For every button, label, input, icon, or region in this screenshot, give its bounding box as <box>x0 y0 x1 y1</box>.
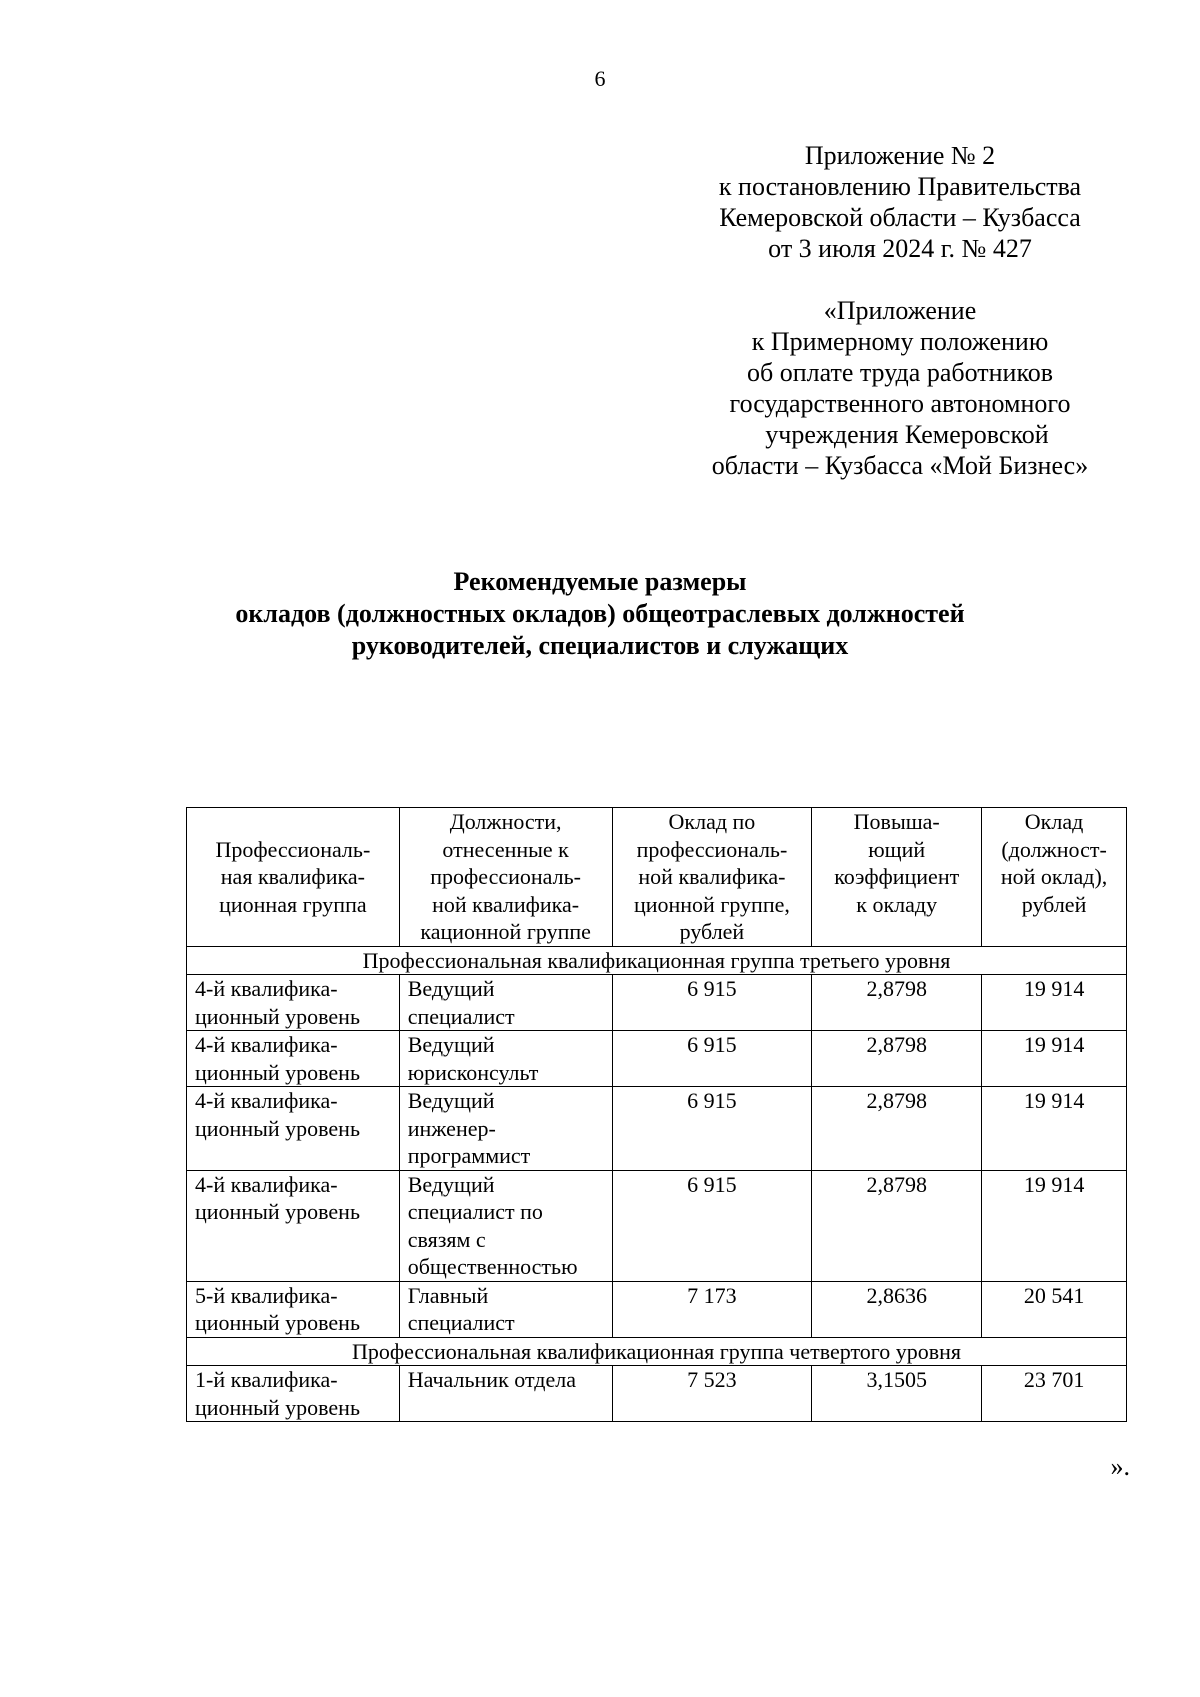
header-coefficient <box>812 808 982 947</box>
cell-line: ционный уровень <box>195 1003 360 1029</box>
cell-line: 4-й квалифика- <box>195 1032 338 1057</box>
section-row <box>187 946 1127 975</box>
title-line: Рекомендуемые размеры <box>453 567 747 596</box>
cell-coefficient: 2,8798 <box>812 1031 982 1087</box>
header-line: ющий <box>868 836 926 862</box>
cell-position <box>399 1087 612 1171</box>
cell-line: ционный уровень <box>195 1059 360 1085</box>
cell-line: 5-й квалифика- <box>195 1282 338 1308</box>
title-line: руководителей, специалистов и служащих <box>351 631 849 660</box>
cell-base: 6 915 <box>612 975 812 1031</box>
appendix-line: от 3 июля 2024 г. № 427 <box>768 234 1032 263</box>
header-line: кационной группе <box>420 919 591 944</box>
cell-line: 4-й квалифика- <box>195 976 338 1001</box>
appendix-line: к постановлению Правительства <box>718 172 1082 201</box>
cell-level <box>187 1281 400 1337</box>
header-line: ная квалифика- <box>220 864 365 889</box>
title-line: окладов (должностных окладов) общеотраслевых должностей <box>235 599 965 628</box>
regulation-appendix-line: «Приложение <box>823 296 977 325</box>
cell-line: Начальник отдела <box>407 1367 576 1392</box>
cell-salary: 23 701 <box>982 1366 1127 1422</box>
table-row <box>187 1170 1127 1281</box>
page-number: 6 <box>594 66 606 91</box>
table-header-row <box>187 808 1127 947</box>
appendix-line: Приложение № 2 <box>804 141 996 170</box>
cell-position <box>399 1031 612 1087</box>
header-base-salary <box>612 808 812 947</box>
cell-line: 4-й квалифика- <box>195 1088 338 1113</box>
cell-line: ционный уровень <box>195 1310 360 1335</box>
cell-line: ционный уровень <box>195 1115 360 1141</box>
header-line: ной оклад), <box>1000 864 1108 889</box>
header-line: рублей <box>679 919 745 944</box>
spacer <box>620 264 1180 295</box>
header-line: (должност- <box>1001 836 1107 862</box>
header-line: ной квалифика- <box>638 864 786 889</box>
cell-base: 7 173 <box>612 1281 812 1337</box>
cell-line: специалист по <box>407 1199 543 1224</box>
header-line: Должности, <box>449 809 562 834</box>
header-line: рублей <box>1021 891 1087 917</box>
header-line: Повыша- <box>853 809 940 834</box>
cell-salary: 19 914 <box>982 1170 1127 1281</box>
regulation-appendix-line: области – Кузбасса «Мой Бизнес» <box>711 451 1089 480</box>
header-line: Оклад <box>1024 809 1084 834</box>
cell-coefficient: 3,1505 <box>812 1366 982 1422</box>
table-row <box>187 1087 1127 1171</box>
cell-line: Ведущий <box>407 1032 495 1057</box>
cell-base: 6 915 <box>612 1170 812 1281</box>
header-line: ционной группе, <box>633 891 790 917</box>
header-line: ной квалифика- <box>432 891 580 917</box>
section-title: Профессиональная квалификационная группа третьего уровня <box>187 946 1127 975</box>
table-row <box>187 1366 1127 1422</box>
cell-level <box>187 1087 400 1171</box>
cell-salary: 19 914 <box>982 1087 1127 1171</box>
cell-line: инженер- <box>407 1115 496 1141</box>
cell-line: Главный <box>407 1282 489 1308</box>
section-title: Профессиональная квалификационная группа четвертого уровня <box>187 1337 1127 1366</box>
section-row <box>187 1337 1127 1366</box>
header-line: Оклад по <box>668 809 756 834</box>
cell-level <box>187 975 400 1031</box>
cell-position <box>399 975 612 1031</box>
regulation-appendix-line: учреждения Кемеровской <box>765 420 1049 449</box>
cell-level <box>187 1170 400 1281</box>
cell-line: 1-й квалифика- <box>195 1367 338 1392</box>
regulation-appendix-line: к Примерному положению <box>751 327 1049 356</box>
table-row <box>187 1281 1127 1337</box>
cell-coefficient: 2,8798 <box>812 1170 982 1281</box>
table-row <box>187 1031 1127 1087</box>
salary-table <box>186 807 1127 1422</box>
appendix-line: Кемеровской области – Кузбасса <box>719 203 1081 232</box>
closing-quote-mark: ». <box>1110 1452 1130 1481</box>
cell-position <box>399 1281 612 1337</box>
regulation-appendix-line: об оплате труда работников <box>746 358 1054 387</box>
cell-level <box>187 1366 400 1422</box>
header-line: к окладу <box>856 891 938 917</box>
cell-salary: 20 541 <box>982 1281 1127 1337</box>
cell-line: Ведущий <box>407 976 495 1001</box>
cell-line: ционный уровень <box>195 1199 360 1224</box>
header-qualification-group <box>187 808 400 947</box>
header-salary <box>982 808 1127 947</box>
cell-base: 6 915 <box>612 1031 812 1087</box>
cell-line: связям с <box>407 1226 486 1252</box>
cell-line: Ведущий <box>407 1171 495 1197</box>
header-line: коэффициент <box>834 864 960 889</box>
cell-base: 6 915 <box>612 1087 812 1171</box>
header-line: профессиональ- <box>636 836 788 862</box>
cell-salary: 19 914 <box>982 975 1127 1031</box>
cell-line: общественностью <box>407 1254 578 1279</box>
cell-line: специалист <box>407 1310 515 1335</box>
cell-coefficient: 2,8798 <box>812 1087 982 1171</box>
cell-coefficient: 2,8798 <box>812 975 982 1031</box>
document-title <box>0 566 1200 662</box>
header-line: профессиональ- <box>430 864 581 889</box>
header-line: отнесенные к <box>442 836 569 862</box>
header-positions <box>399 808 612 947</box>
header-line: Профессиональ- <box>215 836 371 862</box>
cell-line: Ведущий <box>407 1088 495 1113</box>
regulation-appendix-line: государственного автономного <box>729 389 1071 418</box>
cell-base: 7 523 <box>612 1366 812 1422</box>
cell-level <box>187 1031 400 1087</box>
cell-position <box>399 1170 612 1281</box>
cell-line: специалист <box>407 1003 515 1029</box>
cell-position <box>399 1366 612 1422</box>
table-row <box>187 975 1127 1031</box>
cell-salary: 19 914 <box>982 1031 1127 1087</box>
cell-line: программист <box>407 1143 531 1168</box>
cell-line: 4-й квалифика- <box>195 1171 338 1197</box>
appendix-header <box>620 140 1180 481</box>
cell-line: ционный уровень <box>195 1394 360 1420</box>
cell-coefficient: 2,8636 <box>812 1281 982 1337</box>
cell-line: юрисконсульт <box>407 1059 539 1085</box>
header-line: ционная группа <box>219 891 367 917</box>
